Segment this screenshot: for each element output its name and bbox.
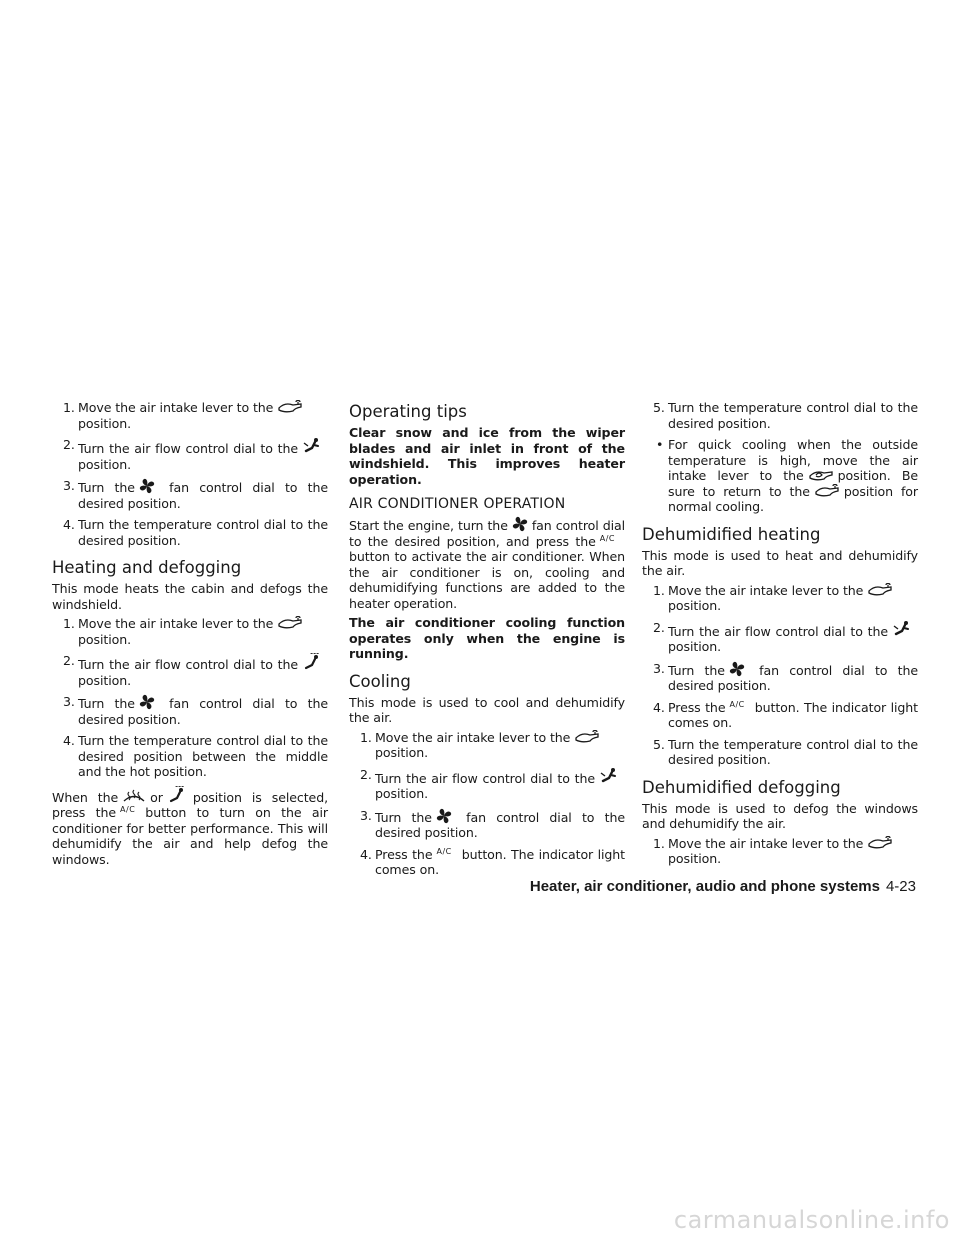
- note-ac-defog: When the or position is selected, press the A/C button to turn on the air conditioner for better performance. This will dehumidify the air and help defog the windows.: [52, 786, 328, 868]
- cooling-step-4: 4. Press the A/C button. The indicator light comes on.: [360, 846, 625, 877]
- heating-step-2: 2. Turn the air flow control dial to the position.: [52, 653, 328, 688]
- cooling-step-2: 2. Turn the air flow control dial to the position.: [349, 767, 625, 802]
- intro-dehumidified-defogging: This mode is used to defog the windows and dehumidify the air.: [642, 800, 918, 831]
- foot-vent-icon: [599, 767, 621, 785]
- fan-icon: [139, 694, 155, 710]
- foot-defrost-icon: [302, 653, 324, 671]
- column-right: [642, 400, 918, 873]
- dh-step-5: 5. Turn the temperature control dial to the desired position.: [653, 736, 918, 767]
- heading-operating-tips: Operating tips: [349, 402, 467, 421]
- fan-icon: [436, 808, 452, 824]
- step-4: 4. Turn the temperature control dial to the desired position.: [63, 517, 328, 548]
- page-footer: [530, 878, 916, 896]
- heading-heating-defogging: Heating and defogging: [52, 558, 242, 577]
- cooling-step-1: 1. Move the air intake lever to the position.: [349, 730, 625, 761]
- fresh-air-intake-icon: [867, 583, 893, 597]
- step-2: 2. Turn the air flow control dial to the position.: [52, 437, 328, 472]
- ac-button-symbol: A/C: [599, 533, 615, 543]
- column-left: [52, 400, 328, 871]
- tip-quick-cooling: • For quick cooling when the outside temperature is high, move the air intake lever to the position. Be sure to return to the position for normal cooling.: [656, 437, 919, 514]
- heating-step-4: 4. Turn the temperature control dial to the desired position between the middle and the hot position.: [63, 733, 328, 779]
- heating-step-3: 3. Turn the fan control dial to the desired position.: [63, 694, 328, 727]
- heading-dehumidified-defogging: Dehumidified defogging: [642, 777, 841, 797]
- fresh-air-intake-icon: [867, 836, 893, 850]
- fresh-air-intake-icon: [814, 484, 840, 498]
- para-ac-operation: Start the engine, turn the fan control dial to the desired position, and press the A/Cbutton to activate the air conditioner. When the air conditioner is on, cooling and dehumidifying functions are added to the heater operation.: [349, 518, 626, 611]
- foot-vent-icon: [892, 620, 914, 638]
- fan-icon: [139, 478, 155, 494]
- foot-vent-icon: [302, 437, 324, 455]
- cooling-step-3: 3. Turn the fan control dial to the desired position.: [360, 807, 625, 840]
- ac-button-symbol: A/C: [436, 846, 452, 856]
- step-1: 1. Move the air intake lever to the position.: [52, 400, 328, 431]
- heading-dehumidified-heating: Dehumidified heating: [642, 524, 821, 544]
- intro-dehumidified-heating: This mode is used to heat and dehumidify the air.: [642, 547, 918, 578]
- intro-heating-defogging: This mode heats the cabin and defogs the windshield.: [52, 581, 328, 612]
- heating-step-1: 1. Move the air intake lever to the position.: [52, 616, 328, 647]
- ac-button-symbol: A/C: [729, 699, 745, 709]
- dh-step-4: 4. Press the A/C button. The indicator light comes on.: [653, 699, 918, 730]
- fresh-air-intake-icon: [574, 730, 600, 744]
- column-middle: [349, 400, 625, 884]
- defrost-icon: [122, 788, 146, 804]
- fan-icon: [512, 516, 528, 532]
- fan-icon: [729, 661, 745, 677]
- intro-cooling: This mode is used to cool and dehumidify the air.: [349, 694, 625, 725]
- ac-button-symbol: A/C: [120, 805, 136, 814]
- footer-section-title: Heater, air conditioner, audio and phone systems: [529, 878, 880, 895]
- step-3: 3. Turn the fan control dial to the desired position.: [63, 478, 328, 511]
- watermark: carmanualsonline.info: [673, 1206, 950, 1234]
- fresh-air-intake-icon: [277, 616, 303, 630]
- dh-step-3: 3. Turn the fan control dial to the desired position.: [653, 660, 918, 693]
- recirculated-air-icon: [808, 468, 834, 482]
- note-engine-running: The air conditioner cooling function operates only when the engine is running.: [349, 615, 625, 661]
- dh-step-1: 1. Move the air intake lever to the position.: [642, 583, 918, 614]
- heading-cooling: Cooling: [349, 671, 411, 691]
- foot-defrost-icon: [167, 786, 189, 804]
- dh-step-2: 2. Turn the air flow control dial to the position.: [642, 620, 918, 655]
- df-step-1: 1. Move the air intake lever to the position.: [642, 836, 918, 867]
- subheading-ac-operation: AIR CONDITIONER OPERATION: [349, 496, 566, 512]
- cooling-step-5: 5. Turn the temperature control dial to the desired position.: [653, 400, 918, 431]
- tip-clear-snow: Clear snow and ice from the wiper blades and air inlet in front of the windshield. This improves heater operation.: [349, 425, 625, 487]
- fresh-air-intake-icon: [277, 400, 303, 414]
- page-number: 4-23: [885, 878, 916, 895]
